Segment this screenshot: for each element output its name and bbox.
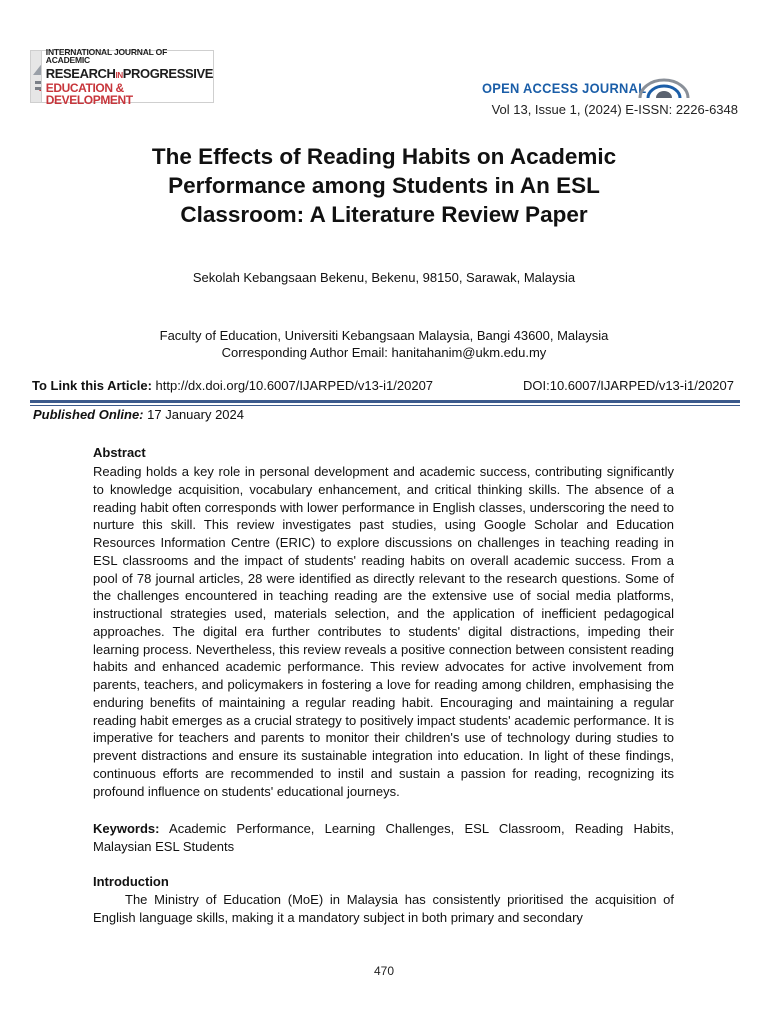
abstract-heading: Abstract — [93, 445, 146, 460]
divider-thin — [30, 405, 740, 406]
article-title: The Effects of Reading Habits on Academic Performance among Students in An ESL Classroom: A Literature Review Paper — [151, 144, 617, 227]
link-label: To Link this Article: — [32, 378, 152, 393]
volume-issue-line: Vol 13, Issue 1, (2024) E-ISSN: 2226-6348 — [491, 102, 738, 117]
journal-logo — [30, 46, 214, 107]
open-access-label: OPEN ACCESS JOURNAL — [482, 80, 647, 96]
divider-thick — [30, 400, 740, 403]
keywords-line — [93, 820, 674, 856]
affiliation-1: Sekolah Kebangsaan Bekenu, Bekenu, 98150, Sarawak, Malaysia — [192, 270, 576, 285]
page-number: 470 — [373, 964, 395, 978]
logo-line-2: RESEARCHINPROGRESSIVE — [45, 65, 213, 81]
abstract-text: Reading holds a key role in personal development and academic success, contributing significantly to knowledge acquisition, vocabulary enhancement, and critical thinking skills. The absence of a reading habit often corresponds with lower performance in English classes, underscoring the need to nurture this skill. This review investigates past studies, using Google Scholar and Education Resources Information Centre (ERIC) to explore discussions on challenges in teaching reading in ESL classrooms and the impact of students' reading habits on overall academic success. From a pool of 78 journal articles, 28 were identified as directly relevant to the research questions. Some of the challenges encountered in teaching reading are the extensive use of social media platforms, instructional strategies used, materials selection, and the application of inefficient pedagogical approaches. The digital era further contributes to students' digital distractions, impeding their learning process. Nevertheless, this review reveals a positive connection between consistent reading habits and enhanced academic performance. This review advocates for active involvement from parents, teachers, and policymakers in fostering a love for reading among children, emphasising the enduring benefits of maintaining a regular reading habit. Encouraging and maintaining a regular reading habit emerges as a crucial strategy to positively impact students' academic performance. It is imperative for teachers and parents to monitor their children's use of technology during studies to prevent distractions and ensure its sustainable integration into education. In light of these findings, continuous efforts are recommended to instil and sustain a passion for reading, recognizing its profound influence on students' educational journeys. — [93, 464, 674, 799]
affiliation-2: Faculty of Education, Universiti Kebangsaan Malaysia, Bangi 43600, Malaysia — [159, 328, 609, 343]
logo-line-3: EDUCATION & DEVELOPMENT — [45, 80, 133, 107]
article-link-row — [32, 378, 734, 393]
introduction-text: The Ministry of Education (MoE) in Malaysia has consistently prioritised the acquisition of English language skills, making it a mandatory subject in both primary and secondary — [93, 892, 674, 925]
open-access-icon — [636, 78, 692, 100]
doi-text: DOI:10.6007/IJARPED/v13-i1/20207 — [522, 378, 734, 393]
published-online-row — [33, 407, 244, 422]
keywords-label: Keywords: — [93, 821, 160, 836]
introduction-heading: Introduction — [93, 874, 169, 889]
logo-emblem-icon — [31, 51, 42, 102]
published-date: 17 January 2024 — [147, 407, 244, 422]
logo-line-1: INTERNATIONAL JOURNAL OF ACADEMIC — [45, 46, 168, 65]
corresponding-author-email: Corresponding Author Email: hanitahanim@ukm.edu.my — [221, 345, 547, 360]
article-doi-link[interactable]: http://dx.doi.org/10.6007/IJARPED/v13-i1/20207 — [155, 378, 434, 393]
keywords-text: Academic Performance, Learning Challenges, ESL Classroom, Reading Habits, Malaysian ESL Students — [93, 821, 674, 854]
published-label: Published Online: — [33, 407, 144, 422]
